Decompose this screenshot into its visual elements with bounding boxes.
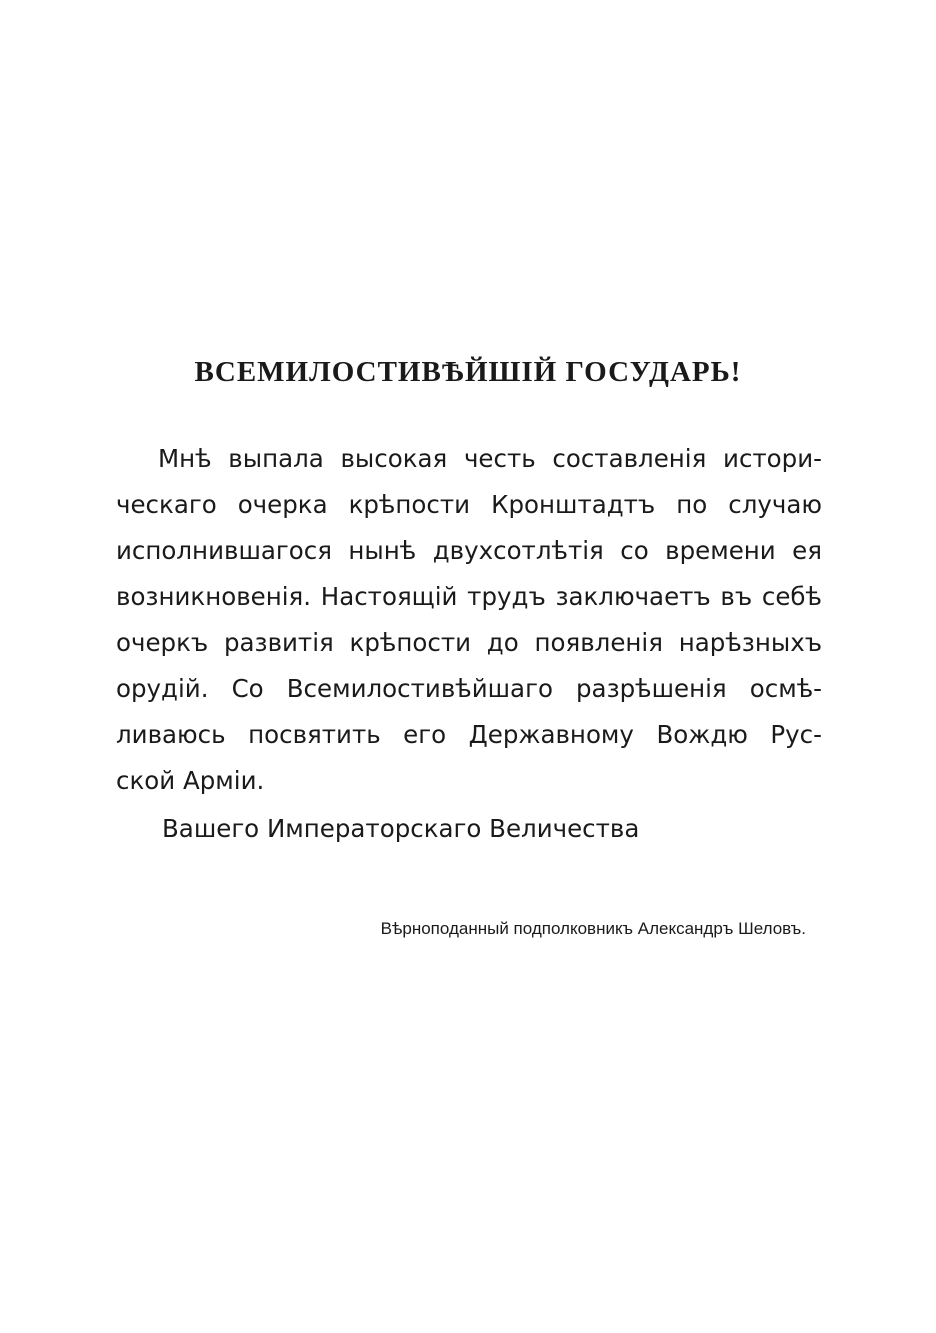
paragraph-line: ческаго очерка крѣпости Кронштадтъ по случаю [116,490,822,519]
paragraph-line: Мнѣ выпала высокая честь составленія истори- [158,444,822,473]
paragraph-line: очеркъ развитія крѣпости до появленія нарѣзныхъ [116,628,822,657]
closing-salutation: Вашего Императорскаго Величества [162,814,640,843]
paragraph-line: ской Арміи. [116,766,265,795]
paragraph-line: возникновенія. Настоящій трудъ заключаетъ въ себѣ [116,582,822,611]
dedication-heading: ВСЕМИЛОСТИВѢЙШІЙ ГОСУДАРЬ! [194,356,742,388]
paragraph-line: ливаюсь посвятить его Державному Вождю Рус- [116,720,822,749]
paragraph-line: орудій. Со Всемилостивѣйшаго разрѣшенія осмѣ- [116,674,822,703]
paragraph-line: исполнившагося нынѣ двухсотлѣтія со времени ея [116,536,822,565]
dedication-paragraph [116,436,822,804]
signature-line: Вѣрноподанный подполковникъ Александръ Шеловъ. [380,919,806,938]
